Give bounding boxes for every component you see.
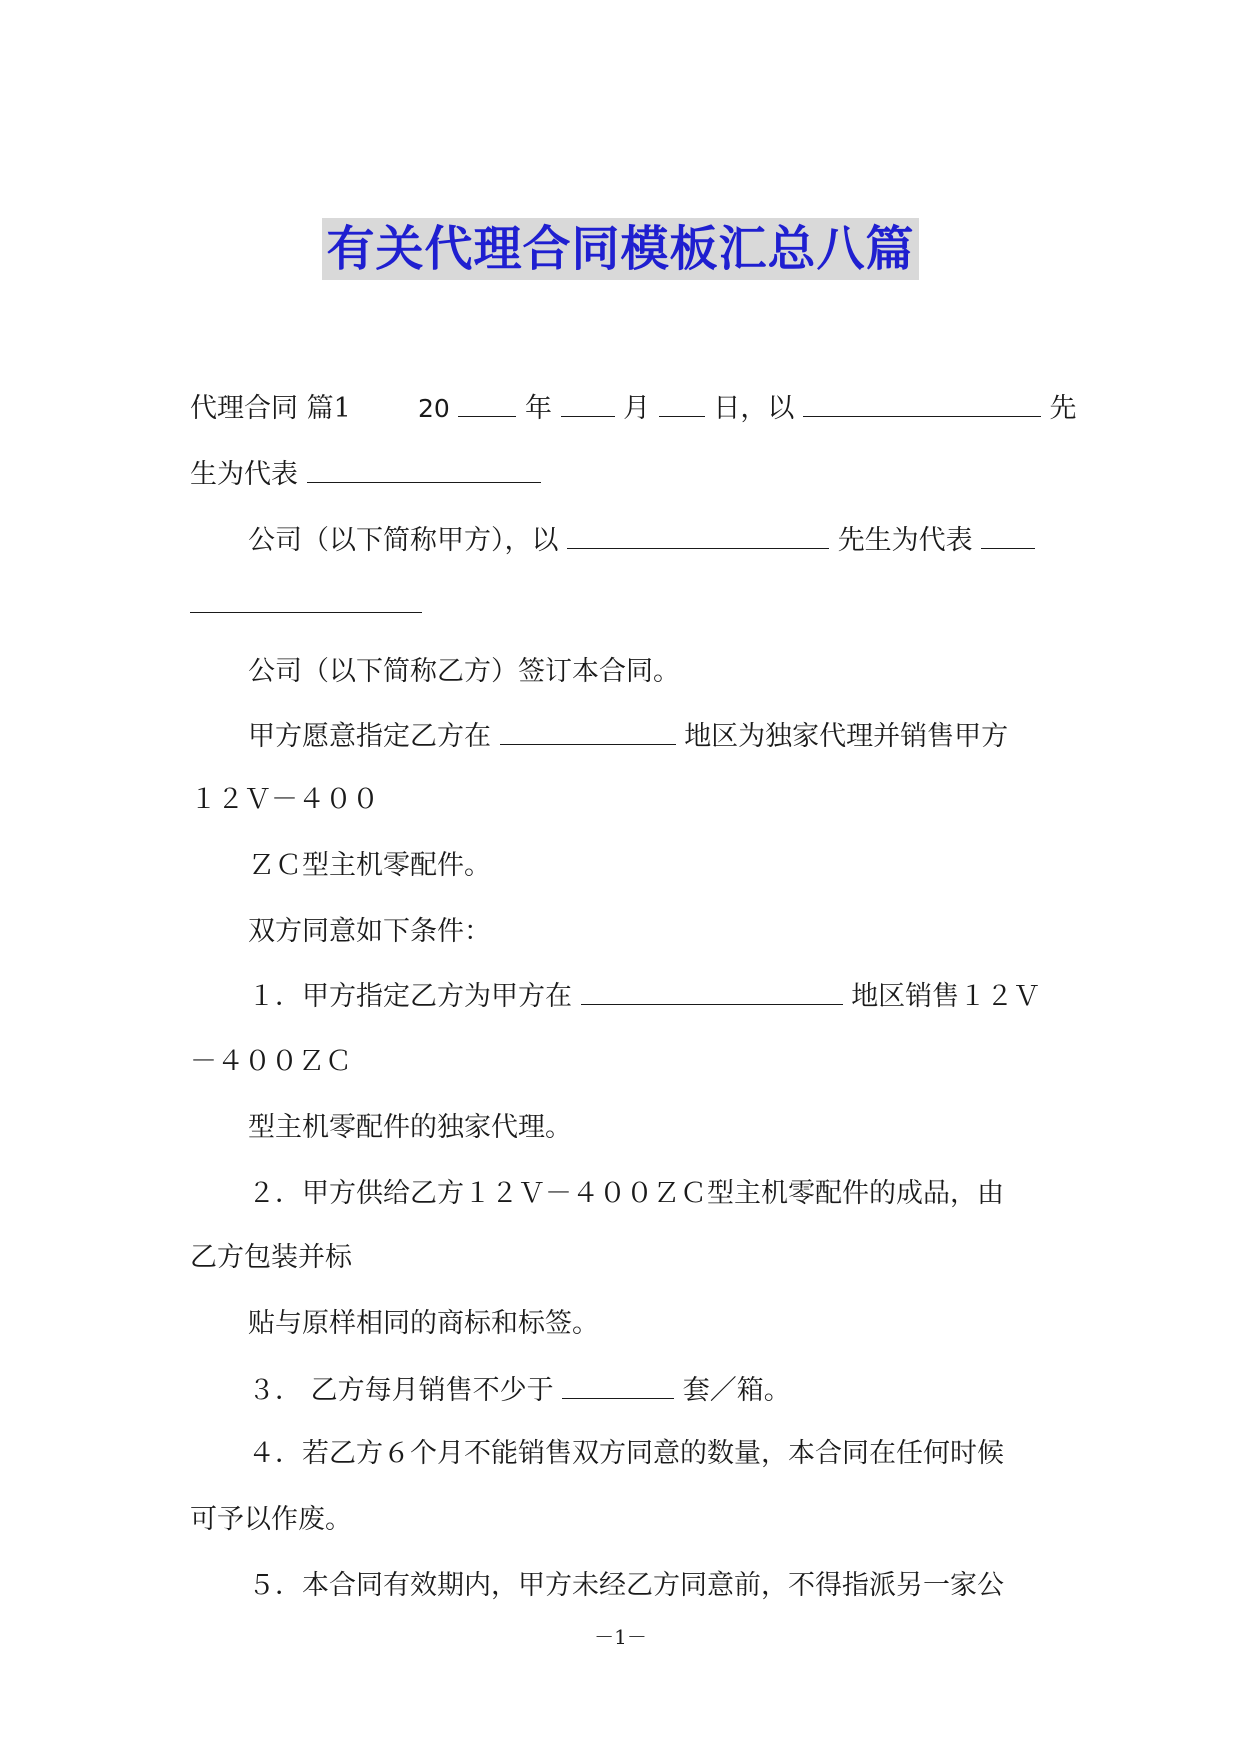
year-label: 年: [524, 393, 552, 424]
year-prefix: 20: [417, 394, 450, 423]
clause-2-end: 贴与原样相同的商标和标签。: [248, 1308, 599, 1339]
paragraph-line-15: [248, 1304, 1050, 1344]
clause-3-unit: 套／箱。: [682, 1375, 791, 1406]
paragraph-line-4: [190, 584, 1050, 625]
month-blank: [561, 388, 615, 417]
party-a-text: 公司（以下简称甲方），以: [248, 525, 559, 556]
territory-text: 甲方愿意指定乙方在: [248, 721, 491, 752]
paragraph-line-18: [190, 1500, 1050, 1540]
paragraph-line-11: [190, 1042, 1050, 1082]
model-parts: ＺＣ型主机零配件。: [248, 850, 491, 881]
paragraph-line-6: [248, 716, 1050, 757]
clause-1-blank: [581, 976, 843, 1005]
representative-label: 生为代表: [190, 459, 298, 490]
clause-4-end: 可予以作废。: [190, 1504, 352, 1535]
party-b-rep-blank: [567, 520, 829, 549]
paragraph-line-3: [248, 520, 1050, 561]
paragraph-line-2: [190, 454, 1050, 495]
document-title: 有关代理合同模板汇总八篇: [322, 218, 918, 280]
representative-blank: [307, 454, 541, 483]
party-a-rep-blank: [803, 388, 1041, 417]
year-blank: [458, 388, 516, 417]
month-label: 月: [623, 393, 651, 424]
paragraph-line-19: [248, 1566, 1050, 1606]
day-label: 日，以: [713, 393, 795, 424]
section-heading: 代理合同 篇1: [190, 393, 351, 424]
day-blank: [659, 388, 705, 417]
clause-1-text-2: 地区销售１２Ｖ: [851, 981, 1041, 1012]
mr-representative-label: 先生为代表: [837, 525, 973, 556]
paragraph-line-16: [248, 1370, 1050, 1411]
party-b-company-blank-end: [190, 584, 422, 613]
clause-2-continued: 乙方包装并标: [190, 1242, 352, 1273]
title-container: [0, 218, 1241, 280]
clause-5-text: ５．本合同有效期内，甲方未经乙方同意前，不得指派另一家公: [248, 1570, 1004, 1601]
paragraph-line-5: [248, 652, 1050, 692]
territory-text-2: 地区为独家代理并销售甲方: [684, 721, 1009, 752]
clause-1-model: －４００ＺＣ: [190, 1046, 352, 1077]
clause-4-text: ４．若乙方６个月不能销售双方同意的数量，本合同在任何时候: [248, 1438, 1004, 1469]
party-b-text: 公司（以下简称乙方）签订本合同。: [248, 656, 680, 687]
paragraph-line-10: [248, 976, 1050, 1017]
clause-1-end: 型主机零配件的独家代理。: [248, 1112, 572, 1143]
paragraph-line-8: [248, 846, 1050, 886]
paragraph-line-7: [190, 780, 1050, 820]
paragraph-line-12: [248, 1108, 1050, 1148]
paragraph-line-1: [190, 388, 1077, 429]
page-number: －1－: [594, 1625, 647, 1649]
territory-blank: [500, 716, 676, 745]
paragraph-line-17: [248, 1434, 1050, 1474]
paragraph-line-14: [190, 1238, 1050, 1278]
clause-3-blank: [562, 1370, 674, 1399]
paragraph-line-13: [248, 1174, 1050, 1214]
conditions-heading: 双方同意如下条件：: [248, 916, 491, 947]
paragraph-line-9: [248, 912, 1050, 952]
clause-2-text: ２．甲方供给乙方１２Ｖ－４００ＺＣ型主机零配件的成品，由: [248, 1178, 1004, 1209]
clause-3-text: ３． 乙方每月销售不少于: [248, 1375, 554, 1406]
model-number: １２Ｖ－４００: [190, 784, 379, 815]
clause-1-text: １．甲方指定乙方为甲方在: [248, 981, 572, 1012]
mr-label: 先: [1049, 393, 1077, 424]
party-b-company-blank-start: [981, 520, 1035, 549]
